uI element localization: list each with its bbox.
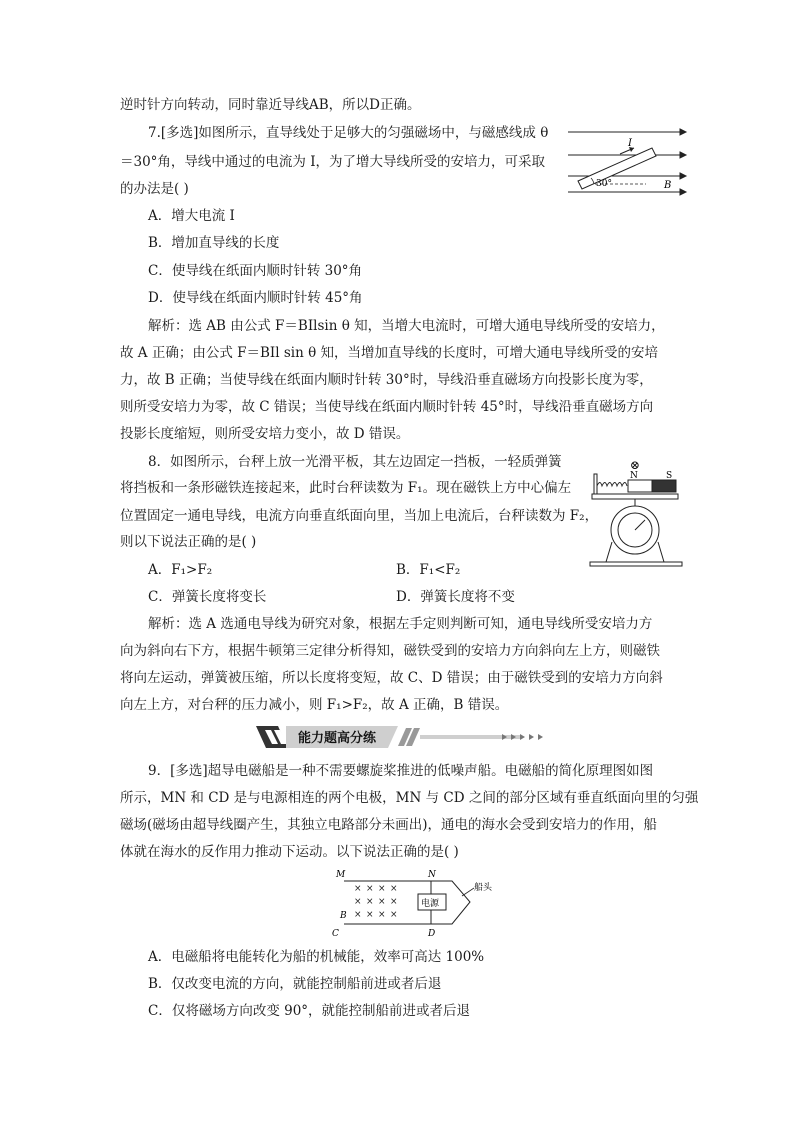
q9-label-m: M (336, 870, 346, 880)
q9-label-n: N (428, 870, 436, 880)
q7-analysis-line-2: 故 A 正确；由公式 F＝BIl sin θ 知，当增加直导线的长度时，可增大通电导线所受的安培 (120, 345, 659, 361)
q8-board (592, 494, 678, 499)
q8-wire-symbol: ⊗ (630, 458, 641, 472)
q9-option-b: B．仅改变电流的方向，就能控制船前进或者后退 (148, 976, 442, 992)
q7-option-b: B．增加直导线的长度 (148, 235, 280, 251)
q8-analysis-line-3: 将向左运动，弹簧被压缩，所以长度将变短，故 C、D 错误；由于磁铁受到的安培力方向斜 (120, 670, 663, 686)
q8-stop-plate (594, 474, 597, 494)
q9-option-c: C．仅将磁场方向改变 90°，就能控制船前进或者后退 (148, 1003, 471, 1019)
q8-spring (597, 483, 627, 487)
q8-magnet-s (652, 480, 676, 492)
q9-field-mark: × (366, 910, 374, 920)
q8-stem-line-1: 8．如图所示，台秤上放一光滑平板，其左边固定一挡板，一轻质弹簧 (148, 454, 562, 470)
q9-field-mark: × (378, 910, 386, 920)
q8-label-n: N (630, 471, 638, 481)
q9-label-c: C (332, 929, 339, 939)
section-banner (256, 726, 558, 748)
q9-field-mark: × (354, 910, 362, 920)
q9-field-mark: × (390, 884, 398, 894)
q7-analysis-line-4: 则所受安培力为零，故 C 错误；当使导线在纸面内顺时针转 45°时，导线沿垂直磁场方向 (120, 399, 654, 415)
q8-option-a: A．F₁>F₂ (148, 562, 213, 578)
q7-conductor-rod (578, 148, 656, 189)
q7-figure (568, 124, 688, 198)
q8-analysis-line-4: 向左上方，对台秤的压力减小，则 F₁>F₂，故 A 正确，B 错误。 (120, 697, 509, 713)
q8-stem-line-2: 将挡板和一条形磁铁连接起来，此时台秤读数为 F₁。现在磁铁上方中心偏左 (120, 480, 572, 496)
q7-option-c: C．使导线在纸面内顺时针转 30°角 (148, 263, 363, 279)
q9-hull (344, 881, 470, 924)
q9-field-mark: × (366, 897, 374, 907)
q7-analysis-line-5: 投影长度缩短，则所受安培力变小，故 D 错误。 (120, 426, 410, 442)
q9-field-mark: × (390, 897, 398, 907)
q9-stem-line-4: 体就在海水的反作用力推动下运动。以下说法正确的是( ) (120, 844, 459, 860)
q8-label-s: S (666, 471, 673, 481)
section-title: 能力题高分练 (298, 731, 377, 746)
q7-current-label: I (628, 138, 632, 149)
q9-field-mark: × (378, 897, 386, 907)
q8-base (590, 562, 682, 566)
q7-option-d: D．使导线在纸面内顺时针转 45°角 (148, 290, 363, 306)
q8-option-b: B．F₁<F₂ (396, 562, 461, 578)
q9-field-mark: × (378, 884, 386, 894)
q9-stem-line-3: 磁场(磁场由超导线圈产生，其独立电路部分未画出)，通电的海水会受到安培力的作用，船 (120, 817, 658, 833)
q8-option-d: D．弹簧长度将不变 (396, 589, 515, 605)
q8-analysis-line-1: 解析：选 A 选通电导线为研究对象，根据左手定则判断可知，通电导线所受安培力方 (148, 616, 653, 632)
q7-angle-label: 30° (596, 179, 612, 189)
q7-stem-line-3: 的办法是( ) (120, 181, 189, 197)
q9-field-mark: × (354, 897, 362, 907)
q8-stem-line-3: 位置固定一通电导线，电流方向垂直纸面向里，当加上电流后，台秤读数为 F₂， (120, 508, 599, 524)
q8-magnet-n (628, 480, 652, 492)
q9-option-a: A．电磁船将电能转化为船的机械能，效率可高达 100% (148, 949, 485, 965)
q9-stem-line-1: 9．[多选]超导电磁船是一种不需要螺旋桨推进的低噪声船。电磁船的简化原理图如图 (148, 763, 654, 779)
q9-field-mark: × (390, 910, 398, 920)
q8-stem-line-4: 则以下说法正确的是( ) (120, 534, 257, 550)
q9-figure (332, 866, 510, 938)
q8-figure (588, 458, 684, 570)
q9-bow-label: 船头 (474, 883, 493, 893)
q7-analysis-line-3: 力，故 B 正确；当使导线在纸面内顺时针转 30°时，导线沿垂直磁场方向投影长度为零， (120, 372, 653, 388)
q8-option-c: C．弹簧长度将变长 (148, 589, 267, 605)
q7-analysis-line-1: 解析：选 AB 由公式 F＝BIlsin θ 知，当增大电流时，可增大通电导线所受的安培力， (148, 318, 665, 334)
q9-label-d: D (428, 929, 436, 939)
q9-stem-line-2: 所示，MN 和 CD 是与电源相连的两个电极，MN 与 CD 之间的部分区域有垂直纸面向里的匀强 (120, 790, 699, 806)
q7-stem-line-2: ＝30°角，导线中通过的电流为 I，为了增大导线所受的安培力，可采取 (120, 154, 546, 170)
q9-field-mark: × (366, 884, 374, 894)
q9-label-b: B (340, 911, 347, 921)
q7-b-label: B (664, 180, 672, 191)
q7-stem-line-1: 7.[多选]如图所示，直导线处于足够大的匀强磁场中，与磁感线成 θ (148, 125, 549, 141)
q9-power-label: 电源 (421, 899, 440, 909)
carry-over-line: 逆时针方向转动，同时靠近导线AB，所以D正确。 (120, 97, 421, 113)
q8-analysis-line-2: 向为斜向右下方，根据牛顿第三定律分析得知，磁铁受到的安培力方向斜向左上方，则磁铁 (120, 643, 660, 659)
q7-option-a: A．增大电流 I (148, 208, 235, 224)
q9-field-mark: × (354, 884, 362, 894)
